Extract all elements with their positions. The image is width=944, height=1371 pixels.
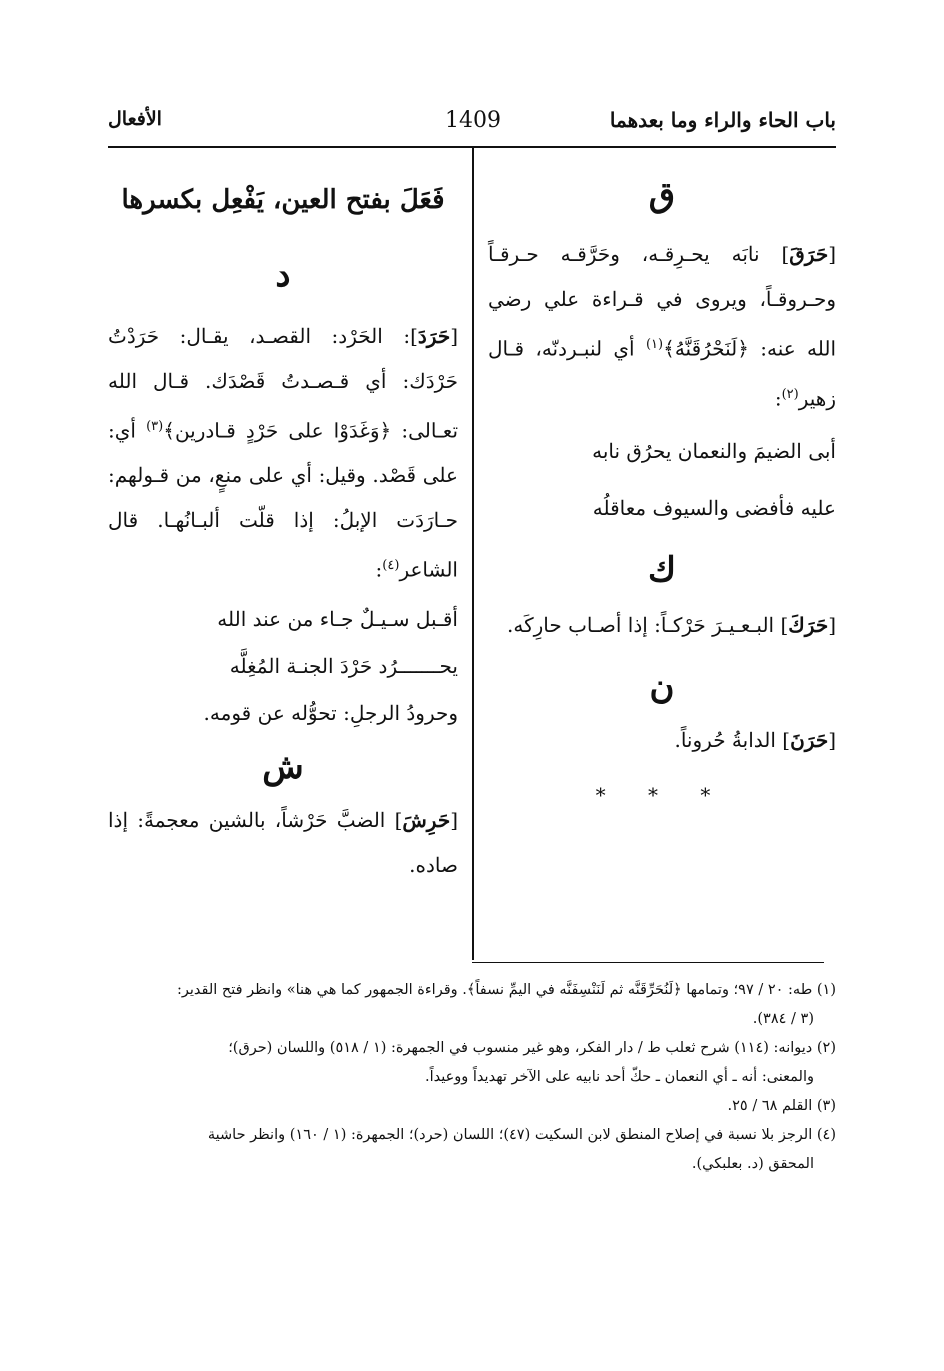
footnote-2 — [108, 1034, 836, 1092]
footnote-id: (٢) — [816, 1040, 836, 1056]
entry-hard-text-2: أي: على قَصْد. وقيل: أي على منعٍ، من قـولهم: حـارَدَت الإبلُ: إذا قلّت ألبـانُهـا. قال الشاعر — [108, 418, 458, 583]
footnote-id: (٣) — [816, 1098, 836, 1114]
page-number: 1409 — [445, 108, 501, 133]
footnote-text: الرجز بلا نسبة في إصلاح المنطق لابن السكيت (٤٧)؛ اللسان (حرد)؛ الجمهرة: (١ / ١٦٠) وانظر حاشية — [207, 1127, 813, 1143]
entry-harn-text: الدابةُ حُروناً. — [674, 728, 776, 753]
section-title: فَعَلَ بفتح العين، يَفْعِل بكسرها — [121, 185, 445, 215]
chapter-title: باب الحاء والراء وما بعدهما — [609, 108, 836, 132]
footnote-text-continued: والمعنى: أنه ـ أي النعمان ـ حكّ أحد نابيه على الآخر تهديداً ووعيداً. — [425, 1069, 814, 1085]
footnote-id: (١) — [816, 982, 836, 998]
column-divider — [472, 148, 474, 960]
entry-hark: [حَرَكَ] البـعـيـرَ حَرْكـاً: إذا أصـاب حارِكَه. — [507, 613, 836, 638]
entry-harsh: [حَرِشَ] الضبَّ حَرْشاً، بالشين معجمةً: إذا صاده. — [108, 808, 459, 878]
right-column — [488, 175, 836, 808]
section-end-stars: * * * — [595, 783, 729, 808]
footnote-3 — [108, 1092, 836, 1121]
section-name: الأفعال — [108, 108, 162, 130]
letter-heading-n: ن — [649, 667, 675, 708]
entry-hard: [حَرَدَ]: الحَرْد: القصـد، يقـال: حَرَدْتُ حَرْدَك: أي قـصـدتُ قَصْدَك. قـال الله تعـالى: ﴿وَغَدَوْا على حَرْدٍ قـادرين﴾$^{(٣)}$ أي: على قَصْد. وقيل: أي على منعٍ، من قـولهم: حـارَدَت الإبلُ: إذا قلّت ألبـانُهـا. قال الشاعر$^{(٤)}$: — [108, 323, 459, 583]
verse-line: عليه فأفضى والسيوف معاقلُه — [592, 496, 836, 521]
footnote-text: طه: ٢٠ / ٩٧؛ وتمامها ﴿لَنُحَرِّقَنَّه ثم لَنَنْسِفَنَّه في اليمِّ نسفاً﴾. وقراءة الجمهور كما هي هنا» وانظر فتح القدير: — [176, 982, 813, 998]
entry-harq: [حَرَقَ] نابَه يحـرِقـه، وحَرَّقـه حـرقـاً وحـروقـاً، ويروى في قـراءة علي رضي الله عنه: ﴿لَنَحْرُقَنَّهُ﴾$^{(١)}$ أي لنبـردنّه، قـال زهير$^{(٢)}$: — [488, 242, 836, 411]
footnote-ref-3: (٣) — [146, 418, 164, 434]
entry-hard-text-1: : الحَرْد: القصـد، يقـال: حَرَدْتُ حَرْدَك: أي قـصـدتُ قَصْدَك. قـال الله تعـالى: ﴿وَغَدَوْا على حَرْدٍ قـادرين﴾ — [108, 323, 459, 443]
entry-hard-text-3: : — [375, 558, 383, 583]
entry-harq-text-2: أي لنبـردنّه، قـال زهير — [488, 336, 836, 411]
entry-harq-text-3: : — [774, 386, 782, 411]
verse-line: أبى الضيمَ والنعمان يحرُق نابه — [592, 439, 836, 464]
footnote-text: القلم ٦٨ / ٢٥. — [727, 1098, 813, 1114]
footnote-text-continued: (٣ / ٣٨٤). — [752, 1011, 814, 1027]
lemma-hark: حَرَكَ — [788, 613, 829, 638]
entry-harq-text-1: نابَه يحـرِقـه، وحَرَّقـه حـرقـاً وحـروقـاً، ويروى في قـراءة علي رضي الله عنه: ﴿لَنَحْرُقَنَّهُ﴾ — [488, 242, 836, 361]
verse-line: أقـبل سـيـلٌ جـاء من عند الله — [217, 607, 458, 632]
footnote-ref-1: (١) — [645, 337, 664, 352]
footnote-ref-2: (٢) — [781, 386, 799, 402]
entry-hark-text: البـعـيـرَ حَرْكـاً: إذا أصـاب حارِكَه. — [507, 613, 775, 638]
left-column — [108, 178, 458, 888]
letter-heading-d: د — [275, 254, 291, 295]
lemma-harsh: حَرِشَ — [402, 808, 451, 833]
footnote-4 — [108, 1121, 836, 1179]
letter-heading-k: ك — [647, 550, 677, 591]
footnote-rule — [472, 962, 824, 963]
letter-heading-q: ق — [648, 175, 676, 215]
footnote-1 — [108, 976, 836, 1034]
lemma-hard: حَرَدَ — [417, 323, 451, 348]
footnote-text: ديوانه: (١١٤) شرح ثعلب ط / دار الفكر، وهو غير منسوب في الجمهرة: (١ / ٥١٨) واللسان (حرق)؛ — [228, 1040, 813, 1056]
lemma-harq: حَرَقَ — [789, 242, 829, 266]
entry-harn: [حَرَنَ] الدابةُ حُروناً. — [674, 728, 836, 753]
footnotes — [108, 976, 836, 1179]
verse-line: يحـــــــرُد حَرْدَ الجنـة المُغِلَّه — [229, 654, 458, 679]
footnote-id: (٤) — [816, 1127, 836, 1143]
footnote-ref-4: (٤) — [382, 558, 400, 574]
letter-heading-sh: ش — [262, 747, 304, 788]
lemma-harn: حَرَنَ — [790, 728, 829, 753]
entry-huroud: وحرودُ الرجلِ: تحوُّله عن قومه. — [203, 701, 458, 726]
entry-harsh-text: الضبَّ حَرْشاً، بالشين معجمةً: إذا صاده. — [108, 808, 458, 878]
footnote-text-continued: المحقق (د. بعلبكي). — [691, 1156, 814, 1172]
